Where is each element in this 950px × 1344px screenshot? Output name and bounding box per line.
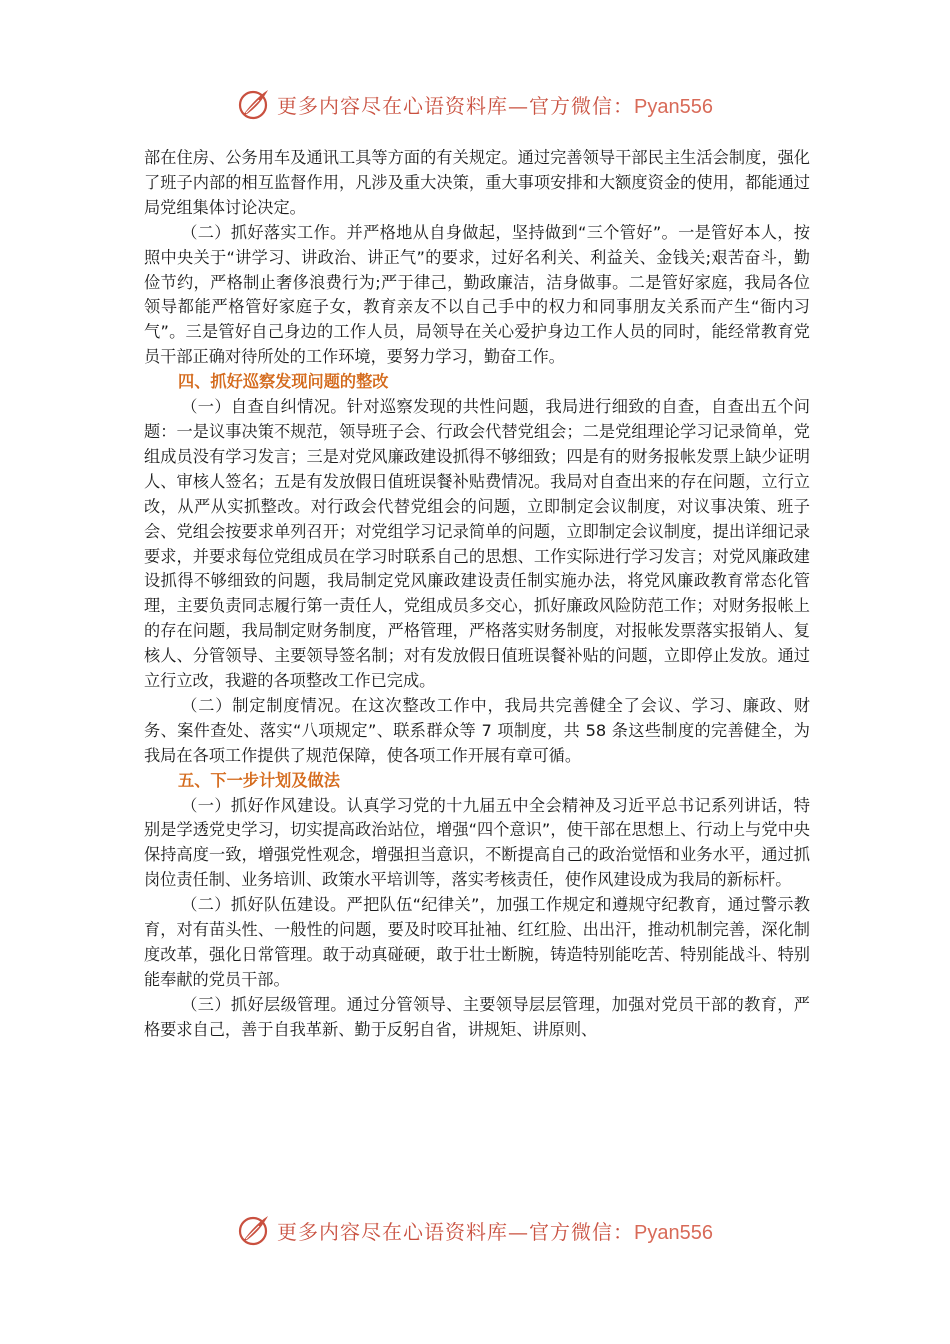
quill-logo-icon <box>237 1213 271 1247</box>
header-banner <box>0 84 950 124</box>
paragraph: （一）自查自纠情况。针对巡察发现的共性问题，我局进行细致的自查，自查出五个问题：一是议事决策不规范，领导班子会、行政会代替党组会；二是党组理论学习记录简单，党组成员没有学习发言；三是对党风廉政建设抓得不够细致；四是有的财务报帐发票上缺少证明人、审核人签名；五是有发放假日值班误餐补贴费情况。我局对自查出来的存在问题，立行立改，从严从实抓整改。对行政会代替党组会的问题，立即制定会议制度，对议事决策、班子会、党组会按要求单列召开；对党组学习记录简单的问题，立即制定会议制度，提出详细记录要求，并要求每位党组成员在学习时联系自己的思想、工作实际进行学习发言；对党风廉政建设抓得不够细致的问题，我局制定党风廉政建设责任制实施办法，将党风廉政教育常态化管理，主要负责同志履行第一责任人，党组成员多交心，抓好廉政风险防范工作；对财务报帐上的存在问题，我局制定财务制度，严格管理，严格落实财务制度，对报帐发票落实报销人、复核人、分管领导、主要领导签名制；对有发放假日值班误餐补贴的问题，立即停止发放。通过立行立改，我避的各项整改工作已完成。 <box>144 397 810 691</box>
paragraph: （二）抓好队伍建设。严把队伍“纪律关”，加强工作规定和遵规守纪教育，通过警示教育，对有苗头性、一般性的问题，要及时咬耳扯袖、红红脸、出出汗，推动机制完善，深化制度改革，强化日常管理。敢于动真碰硬，敢于壮士断腕，铸造特别能吃苦、特别能战斗、特别能奉献的党员干部。 <box>144 895 810 989</box>
paragraph: （二）制定制度情况。在这次整改工作中，我局共完善健全了会议、学习、廉政、财务、案件查处、落实“八项规定”、联系群众等 7 项制度，共 58 条这些制度的完善健全，为我局在各项工作提供了规范保障，使各项工作开展有章可循。 <box>144 695 810 765</box>
banner-text: 更多内容尽在心语资料库—官方微信：Pyan556 <box>277 93 713 118</box>
paragraph: （二）抓好落实工作。并严格地从自身做起，坚持做到“三个管好”。一是管好本人，按照中央关于“讲学习、讲政治、讲正气”的要求，过好名利关、利益关、金钱关;艰苦奋斗，勤俭节约，严格制止奢侈浪费行为;严于律己，勤政廉洁，洁身做事。二是管好家庭，我局各位领导都能严格管好家庭子女，教育亲友不以自己手中的权力和同事朋友关系而产生“衙内习气”。三是管好自己身边的工作人员，局领导在关心爱护身边工作人员的同时，能经常教育党员干部正确对待所处的工作环境，要努力学习，勤奋工作。 <box>144 222 810 367</box>
footer-banner <box>0 1210 950 1250</box>
paragraph: 部在住房、公务用车及通讯工具等方面的有关规定。通过完善领导干部民主生活会制度，强化了班子内部的相互监督作用，凡涉及重大决策，重大事项安排和大额度资金的使用，都能通过局党组集体讨论决定。 <box>144 148 810 217</box>
quill-logo-icon <box>237 87 271 121</box>
document-body <box>144 146 810 1043</box>
banner-text: 更多内容尽在心语资料库—官方微信：Pyan556 <box>277 1219 713 1244</box>
paragraph: （三）抓好层级管理。通过分管领导、主要领导层层管理，加强对党员干部的教育，严格要求自己，善于自我革新、勤于反躬自省，讲规矩、讲原则、 <box>144 994 810 1039</box>
section-heading: 五、下一步计划及做法 <box>178 770 340 790</box>
section-heading: 四、抓好巡察发现问题的整改 <box>178 372 389 392</box>
paragraph: （一）抓好作风建设。认真学习党的十九届五中全会精神及习近平总书记系列讲话，特别是学透党史学习，切实提高政治站位，增强“四个意识”，使干部在思想上、行动上与党中央保持高度一致，增强党性观念，增强担当意识，不断提高自己的政治觉悟和业务水平，通过抓岗位责任制、业务培训、政策水平培训等，落实考核责任，使作风建设成为我局的新标杆。 <box>144 795 810 890</box>
